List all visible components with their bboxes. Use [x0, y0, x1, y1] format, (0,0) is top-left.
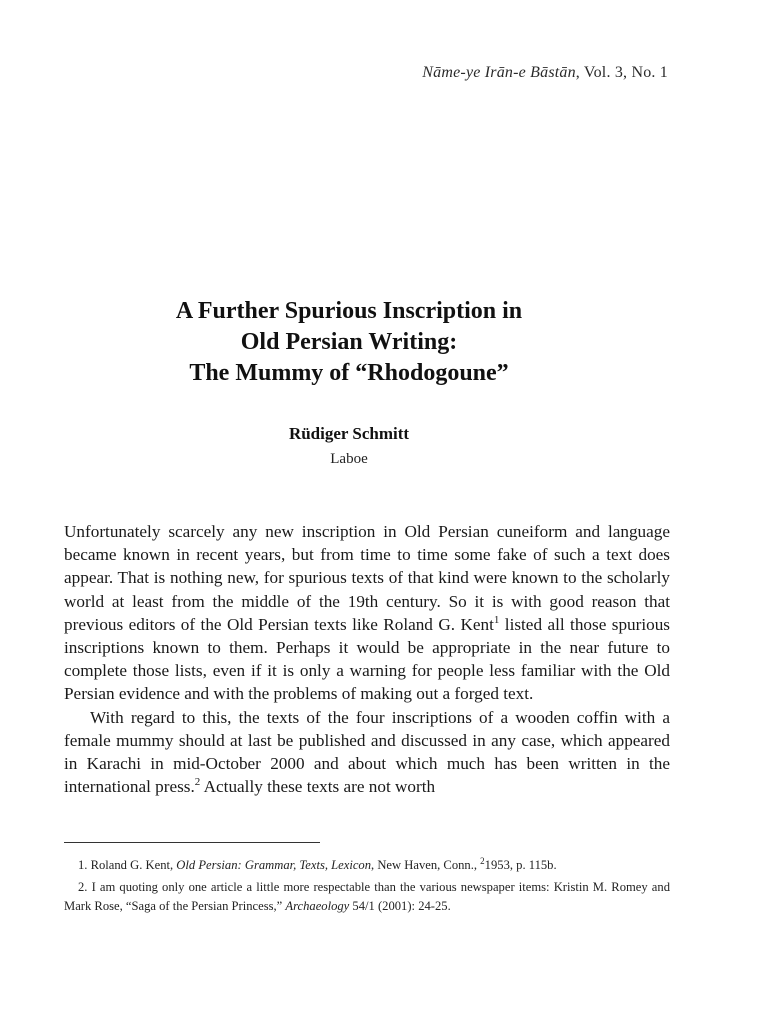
body-paragraph	[64, 520, 670, 706]
author-name: Rüdiger Schmitt	[288, 424, 410, 443]
footnote	[64, 878, 670, 917]
footnote-divider	[64, 842, 320, 843]
footnote	[64, 856, 670, 876]
footnote-text: , New Haven, Conn.,	[371, 858, 481, 872]
journal-title: Nāme-ye Irān-e Bāstān	[422, 64, 576, 81]
title-line: Old Persian Writing:	[240, 329, 458, 355]
cited-journal-title: Archaeology	[285, 899, 350, 913]
paragraph-text: listed all those spurious inscriptions known to them. Perhaps it would be appropriate in the near future to complete those lists, even if it is only a warning for people less familiar with the Old Persian evidence and with the problems of making out a forged text.	[64, 614, 671, 704]
paragraph-text: Actually these texts are not worth	[200, 777, 436, 797]
footnote-text: 2. I am quoting only one article a little more respectable than the various newspaper items: Kristin M. Romey and Mark Rose, “Saga of the Persian Princess,”	[64, 879, 670, 913]
cited-work-title: Old Persian: Grammar, Texts, Lexicon	[176, 858, 372, 872]
article-body	[64, 520, 670, 798]
footnote-text: 1953, p. 115b.	[484, 858, 557, 872]
footnote-ref: 2	[194, 776, 201, 789]
footnote-ref: 1	[493, 613, 500, 626]
author-affiliation: Laboe	[330, 451, 368, 467]
footnotes	[64, 856, 670, 919]
article-title	[60, 296, 638, 389]
body-paragraph	[64, 706, 670, 799]
paragraph-text: Unfortunately scarcely any new inscription in Old Persian cuneiform and language became known in recent years, but from time to time some fake of such a text does appear. That is nothing new, for spurious texts of that kind were known to the scholarly world at least from the middle of the 19th century. So it is with good reason that previous editors of the Old Persian texts like Roland G. Kent	[64, 522, 670, 634]
footnote-text: 1. Roland G. Kent,	[78, 858, 177, 872]
running-head	[422, 64, 668, 82]
edition-superscript: 2	[480, 856, 485, 866]
journal-issue: , Vol. 3, No. 1	[575, 64, 668, 81]
footnote-text: 54/1 (2001): 24-25.	[349, 899, 451, 913]
title-line: A Further Spurious Inscription in	[175, 298, 523, 324]
title-line: The Mummy of “Rhodogoune”	[189, 360, 509, 386]
paragraph-text: With regard to this, the texts of the four inscriptions of a wooden coffin with a female mummy should at last be published and discussed in any case, which appeared in Karachi in mid-October 2000 and about which much has been written in the international press.	[64, 707, 670, 797]
